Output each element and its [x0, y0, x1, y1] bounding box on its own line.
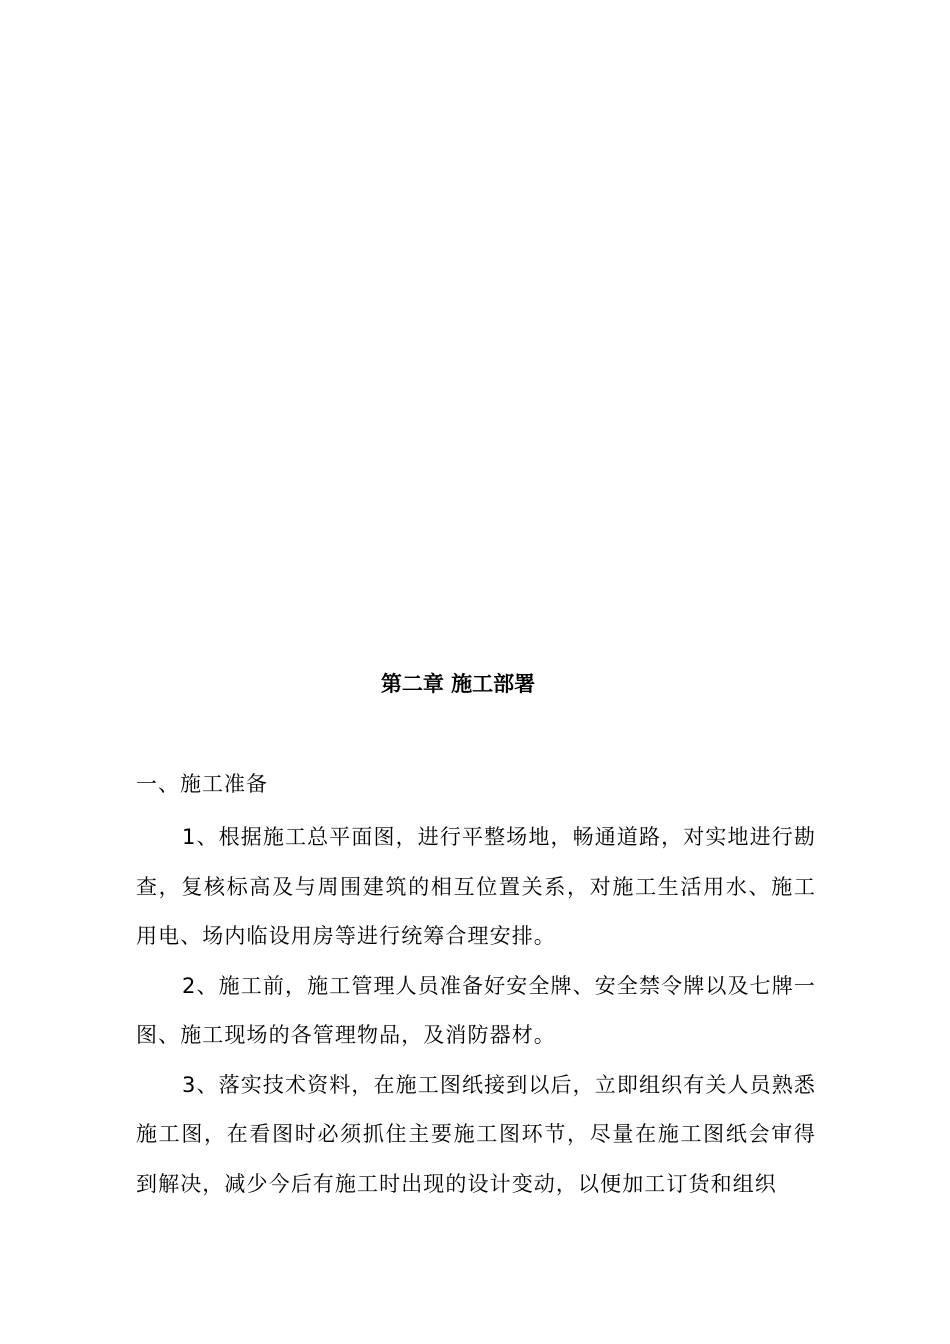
paragraph-1: 1、根据施工总平面图，进行平整场地，畅通道路，对实地进行勘查，复核标高及与周围建筑的相互位置关系，对施工生活用水、施工用电、场内临设用房等进行统筹合理安排。 [136, 825, 816, 948]
chapter-title: 第二章 施工部署 [380, 672, 536, 696]
paragraph-3: 3、落实技术资料，在施工图纸接到以后，立即组织有关人员熟悉施工图，在看图时必须抓住主要施工图环节，尽量在施工图纸会审得到解决，减少今后有施工时出现的设计变动，以便加工订货和组织 [136, 1072, 816, 1196]
body-text [136, 813, 816, 1209]
paragraph-2: 2、施工前，施工管理人员准备好安全牌、安全禁令牌以及七牌一图、施工现场的各管理物品，及消防器材。 [136, 973, 816, 1047]
section-heading: 一、施工准备 [136, 772, 268, 796]
